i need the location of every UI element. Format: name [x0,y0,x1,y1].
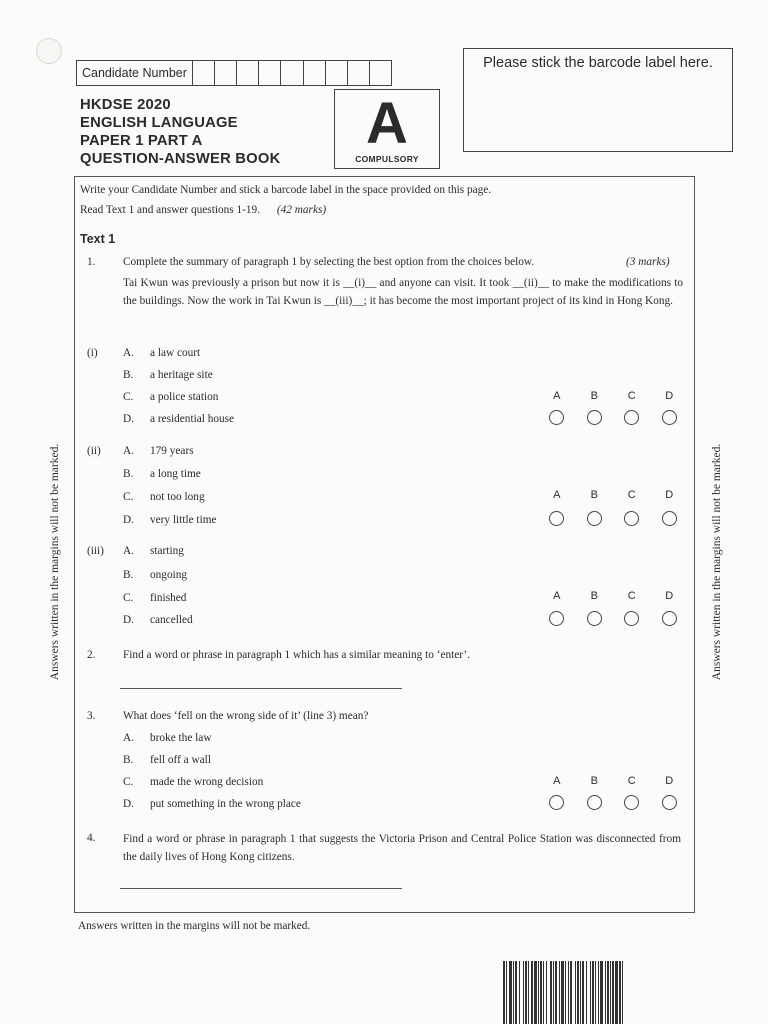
answer-bubble-b[interactable] [576,611,614,626]
punch-hole [36,38,62,64]
answer-bubble-c[interactable] [613,795,651,810]
part-a-box [334,89,440,169]
answer-letter: B [590,590,598,602]
question-3-prompt: What does ‘fell on the wrong side of it’ (line 3) mean? [123,710,369,722]
option-text: very little time [150,514,217,526]
answer-letters [538,590,688,602]
answer-bubble-d[interactable] [651,795,689,810]
option-text: a law court [150,347,201,359]
answer-letter: C [627,775,636,787]
question-number: 4. [87,832,96,844]
answer-letters [538,489,688,501]
answer-bubble-d[interactable] [651,410,689,425]
question-1-prompt: Complete the summary of paragraph 1 by selecting the best option from the choices below. [123,256,535,268]
candidate-digit-cell[interactable] [259,61,281,85]
answer-bubble-b[interactable] [576,410,614,425]
question-number: 3. [87,710,96,722]
option-text: finished [150,592,187,604]
option-letter: A. [123,445,134,457]
option-text: ongoing [150,569,188,581]
answer-bubble-a[interactable] [538,795,576,810]
answer-letter: D [665,590,674,602]
option-letter: B. [123,468,134,480]
option-text: made the wrong decision [150,776,264,788]
candidate-number-cells[interactable] [193,61,391,85]
option-letter: C. [123,391,134,403]
option-text: cancelled [150,614,193,626]
option-text: a heritage site [150,369,213,381]
answer-bubble-a[interactable] [538,611,576,626]
answer-bubble-c[interactable] [613,410,651,425]
instruction-marks: (42 marks) [276,204,327,216]
part-label: (ii) [87,445,101,457]
answer-letter: A [553,590,561,602]
option-letter: D. [123,798,134,810]
option-text: put something in the wrong place [150,798,301,810]
answer-line-q4[interactable] [120,888,402,889]
option-text: 179 years [150,445,194,457]
title-line: QUESTION-ANSWER BOOK [80,151,281,167]
candidate-number-label: Candidate Number [77,61,193,85]
candidate-digit-cell[interactable] [370,61,391,85]
answer-letter: D [665,775,674,787]
answer-letter: D [665,390,674,402]
instruction-line-1: Write your Candidate Number and stick a barcode label in the space provided on this page. [80,184,492,196]
option-letter: A. [123,347,134,359]
question-number: 2. [87,649,96,661]
option-text: a long time [150,468,201,480]
option-letter: D. [123,514,134,526]
answer-bubble-a[interactable] [538,410,576,425]
left-margin-note: Answers written in the margins will not be marked. [49,443,61,681]
option-text: fell off a wall [150,754,211,766]
answer-bubble-b[interactable] [576,795,614,810]
answer-letter: B [590,775,598,787]
question-number: 1. [87,256,96,268]
candidate-number-box[interactable] [76,60,392,86]
answer-bubbles-q3[interactable] [538,795,688,810]
compulsory-label: COMPULSORY [355,154,419,164]
barcode-label-text: Please stick the barcode label here. [483,55,713,71]
question-2-prompt: Find a word or phrase in paragraph 1 which has a similar meaning to ‘enter’. [123,649,471,661]
answer-letter: A [553,489,561,501]
option-text: starting [150,545,184,557]
answer-bubble-d[interactable] [651,511,689,526]
answer-bubble-c[interactable] [613,511,651,526]
question-1-summary: Tai Kwun was previously a prison but now it is __(i)__ and anyone can visit. It took __(ii)__ to make the modifications to the buildings. Now the work in Tai Kwun is __(iii)__; it has become the most important project of its kind in Hong Kong. [123,277,683,307]
part-label: (i) [87,347,98,359]
option-text: broke the law [150,732,212,744]
option-letter: C. [123,491,134,503]
title-line: PAPER 1 PART A [80,133,203,149]
answer-bubbles-q1-i[interactable] [538,410,688,425]
candidate-digit-cell[interactable] [281,61,303,85]
answer-bubble-b[interactable] [576,511,614,526]
question-1-marks: (3 marks) [626,256,670,268]
barcode-graphic [503,961,727,1024]
candidate-digit-cell[interactable] [237,61,259,85]
title-line: ENGLISH LANGUAGE [80,115,238,131]
candidate-digit-cell[interactable] [193,61,215,85]
answer-letters [538,775,688,787]
part-letter: A [366,91,408,156]
candidate-digit-cell[interactable] [326,61,348,85]
question-4-prompt: Find a word or phrase in paragraph 1 that suggests the Victoria Prison and Central Police Station was disconnected from the daily lives of Hong Kong citizens. [123,833,681,863]
answer-bubbles-q1-ii[interactable] [538,511,688,526]
right-margin-note: Answers written in the margins will not be marked. [711,443,723,681]
option-letter: B. [123,369,134,381]
answer-line-q2[interactable] [120,688,402,689]
candidate-digit-cell[interactable] [304,61,326,85]
answer-bubbles-q1-iii[interactable] [538,611,688,626]
option-text: a police station [150,391,219,403]
instruction-text: Read Text 1 and answer questions 1-19. [80,204,261,216]
text-heading: Text 1 [80,232,116,246]
answer-letter: C [627,390,636,402]
option-text: not too long [150,491,205,503]
answer-letter: A [553,390,561,402]
answer-letter: C [627,590,636,602]
answer-letters [538,390,688,402]
barcode-bar [623,961,625,1024]
answer-bubble-a[interactable] [538,511,576,526]
answer-letter: C [627,489,636,501]
option-letter: A. [123,732,134,744]
answer-bubble-d[interactable] [651,611,689,626]
option-letter: A. [123,545,134,557]
answer-letter: A [553,775,561,787]
option-letter: B. [123,754,134,766]
option-text: a residential house [150,413,235,425]
answer-letter: B [590,390,598,402]
candidate-digit-cell[interactable] [215,61,237,85]
instruction-line-2 [80,204,326,216]
footer-margin-note: Answers written in the margins will not be marked. [78,920,311,932]
paper-title [80,96,280,168]
answer-letter: B [590,489,598,501]
option-letter: B. [123,569,134,581]
option-letter: C. [123,776,134,788]
option-letter: D. [123,413,134,425]
answer-letter: D [665,489,674,501]
barcode-label-box[interactable] [463,48,733,152]
candidate-digit-cell[interactable] [348,61,370,85]
option-letter: C. [123,592,134,604]
answer-bubble-c[interactable] [613,611,651,626]
option-letter: D. [123,614,134,626]
title-line: HKDSE 2020 [80,97,171,113]
part-label: (iii) [87,545,104,557]
